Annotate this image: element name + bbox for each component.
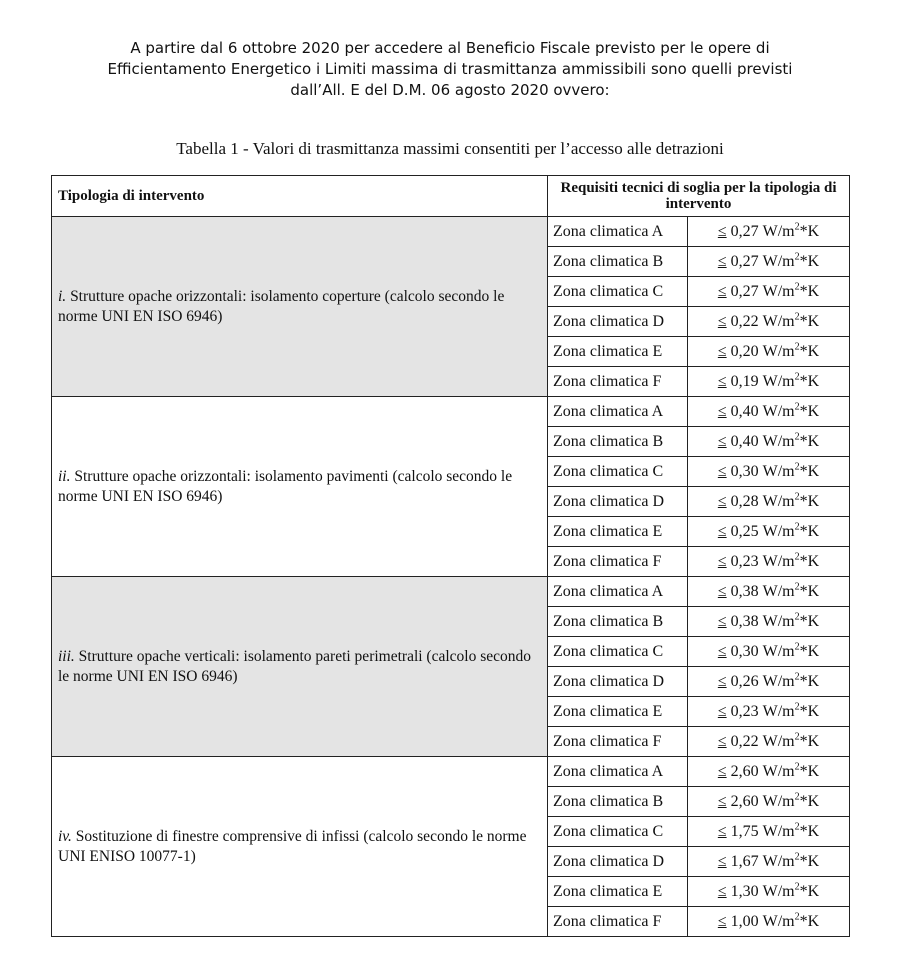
unit-prefix: W/m <box>762 462 795 480</box>
climate-zone-cell: Zona climatica E <box>548 877 688 907</box>
unit-prefix: W/m <box>762 312 795 330</box>
limit-value: 0,20 <box>730 342 759 360</box>
intervention-numeral: i. <box>58 287 67 305</box>
less-equal-symbol: ≤ <box>717 282 727 300</box>
climate-zone-cell: Zona climatica E <box>548 517 688 547</box>
limit-value: 0,22 <box>730 732 759 750</box>
limit-value: 0,38 <box>730 582 759 600</box>
unit-prefix: W/m <box>762 522 795 540</box>
unit-prefix: W/m <box>762 612 795 630</box>
table-header-row <box>52 176 850 217</box>
transmittance-limit-cell <box>688 487 850 517</box>
unit-exponent: 2 <box>794 671 800 683</box>
intervention-description: Strutture opache orizzontali: isolamento pavimenti (calcolo secondo le norme UNI EN ISO 6946) <box>58 467 513 505</box>
unit-prefix: W/m <box>762 432 795 450</box>
limit-value: 0,30 <box>730 642 759 660</box>
unit-exponent: 2 <box>794 401 800 413</box>
transmittance-table <box>51 175 850 937</box>
climate-zone-cell: Zona climatica B <box>548 247 688 277</box>
limit-value: 1,75 <box>730 822 759 840</box>
unit-exponent: 2 <box>794 281 800 293</box>
unit-suffix: *K <box>799 372 820 390</box>
unit-exponent: 2 <box>794 221 800 233</box>
table-row <box>52 577 850 607</box>
transmittance-limit-cell <box>688 817 850 847</box>
unit-exponent: 2 <box>794 911 800 923</box>
unit-suffix: *K <box>799 282 820 300</box>
limit-value: 0,23 <box>730 702 759 720</box>
climate-zone-cell: Zona climatica F <box>548 547 688 577</box>
transmittance-limit-cell <box>688 877 850 907</box>
less-equal-symbol: ≤ <box>717 882 727 900</box>
limit-value: 0,27 <box>730 252 759 270</box>
climate-zone-cell: Zona climatica A <box>548 757 688 787</box>
less-equal-symbol: ≤ <box>717 762 727 780</box>
unit-prefix: W/m <box>762 852 795 870</box>
intro-paragraph <box>20 38 880 101</box>
climate-zone-cell: Zona climatica E <box>548 337 688 367</box>
less-equal-symbol: ≤ <box>717 642 727 660</box>
unit-suffix: *K <box>799 762 820 780</box>
transmittance-limit-cell <box>688 517 850 547</box>
unit-prefix: W/m <box>762 912 795 930</box>
unit-prefix: W/m <box>762 762 795 780</box>
intervention-type-cell <box>52 757 548 937</box>
unit-suffix: *K <box>799 522 820 540</box>
unit-suffix: *K <box>799 342 820 360</box>
unit-prefix: W/m <box>762 702 795 720</box>
unit-exponent: 2 <box>794 791 800 803</box>
less-equal-symbol: ≤ <box>717 702 727 720</box>
less-equal-symbol: ≤ <box>717 792 727 810</box>
intervention-description: Strutture opache verticali: isolamento pareti perimetrali (calcolo secondo le norme UNI EN ISO 6946) <box>58 647 532 685</box>
climate-zone-cell: Zona climatica D <box>548 307 688 337</box>
transmittance-limit-cell <box>688 337 850 367</box>
intro-line: Efficientamento Energetico i Limiti massima di trasmittanza ammissibili sono quelli previsti <box>107 60 793 78</box>
unit-exponent: 2 <box>794 371 800 383</box>
unit-suffix: *K <box>799 912 820 930</box>
intro-line: dall’All. E del D.M. 06 agosto 2020 ovvero: <box>290 81 610 99</box>
transmittance-limit-cell <box>688 757 850 787</box>
unit-suffix: *K <box>799 792 820 810</box>
transmittance-limit-cell <box>688 847 850 877</box>
climate-zone-cell: Zona climatica A <box>548 217 688 247</box>
less-equal-symbol: ≤ <box>717 582 727 600</box>
unit-exponent: 2 <box>794 611 800 623</box>
less-equal-symbol: ≤ <box>717 522 727 540</box>
climate-zone-cell: Zona climatica F <box>548 907 688 937</box>
unit-prefix: W/m <box>762 732 795 750</box>
transmittance-limit-cell <box>688 307 850 337</box>
limit-value: 0,40 <box>730 402 759 420</box>
less-equal-symbol: ≤ <box>717 492 727 510</box>
intervention-numeral: iii. <box>58 647 75 665</box>
transmittance-limit-cell <box>688 697 850 727</box>
climate-zone-cell: Zona climatica D <box>548 487 688 517</box>
unit-exponent: 2 <box>794 731 800 743</box>
climate-zone-cell: Zona climatica C <box>548 277 688 307</box>
unit-exponent: 2 <box>794 761 800 773</box>
transmittance-limit-cell <box>688 397 850 427</box>
unit-prefix: W/m <box>762 402 795 420</box>
limit-value: 0,38 <box>730 612 759 630</box>
unit-suffix: *K <box>799 252 820 270</box>
limit-value: 0,27 <box>730 282 759 300</box>
transmittance-limit-cell <box>688 547 850 577</box>
table-row <box>52 217 850 247</box>
limit-value: 0,22 <box>730 312 759 330</box>
intervention-numeral: ii. <box>58 467 71 485</box>
table-row <box>52 757 850 787</box>
intervention-description: Strutture opache orizzontali: isolamento coperture (calcolo secondo le norme UNI EN ISO 6946) <box>58 287 505 325</box>
unit-suffix: *K <box>799 642 820 660</box>
limit-value: 2,60 <box>730 792 759 810</box>
header-type: Tipologia di intervento <box>52 176 548 217</box>
unit-exponent: 2 <box>794 311 800 323</box>
transmittance-limit-cell <box>688 217 850 247</box>
unit-exponent: 2 <box>794 851 800 863</box>
climate-zone-cell: Zona climatica C <box>548 637 688 667</box>
unit-suffix: *K <box>799 612 820 630</box>
unit-suffix: *K <box>799 462 820 480</box>
less-equal-symbol: ≤ <box>717 852 727 870</box>
intervention-numeral: iv. <box>58 827 72 845</box>
climate-zone-cell: Zona climatica C <box>548 457 688 487</box>
limit-value: 1,67 <box>730 852 759 870</box>
limit-value: 0,26 <box>730 672 759 690</box>
less-equal-symbol: ≤ <box>717 432 727 450</box>
transmittance-limit-cell <box>688 727 850 757</box>
less-equal-symbol: ≤ <box>717 732 727 750</box>
unit-exponent: 2 <box>794 521 800 533</box>
limit-value: 0,19 <box>730 372 759 390</box>
less-equal-symbol: ≤ <box>717 462 727 480</box>
limit-value: 0,40 <box>730 432 759 450</box>
unit-exponent: 2 <box>794 251 800 263</box>
intervention-type-cell <box>52 217 548 397</box>
unit-exponent: 2 <box>794 821 800 833</box>
intervention-type-cell <box>52 397 548 577</box>
limit-value: 0,30 <box>730 462 759 480</box>
unit-suffix: *K <box>799 672 820 690</box>
climate-zone-cell: Zona climatica A <box>548 397 688 427</box>
unit-suffix: *K <box>799 432 820 450</box>
unit-exponent: 2 <box>794 581 800 593</box>
climate-zone-cell: Zona climatica F <box>548 367 688 397</box>
unit-suffix: *K <box>799 312 820 330</box>
climate-zone-cell: Zona climatica E <box>548 697 688 727</box>
unit-suffix: *K <box>799 882 820 900</box>
unit-prefix: W/m <box>762 882 795 900</box>
less-equal-symbol: ≤ <box>717 252 727 270</box>
less-equal-symbol: ≤ <box>717 912 727 930</box>
unit-suffix: *K <box>799 492 820 510</box>
unit-exponent: 2 <box>794 881 800 893</box>
unit-suffix: *K <box>799 702 820 720</box>
unit-prefix: W/m <box>762 372 795 390</box>
unit-suffix: *K <box>799 822 820 840</box>
unit-prefix: W/m <box>762 222 795 240</box>
transmittance-limit-cell <box>688 427 850 457</box>
less-equal-symbol: ≤ <box>717 342 727 360</box>
climate-zone-cell: Zona climatica F <box>548 727 688 757</box>
transmittance-limit-cell <box>688 367 850 397</box>
unit-prefix: W/m <box>762 252 795 270</box>
less-equal-symbol: ≤ <box>717 612 727 630</box>
intro-line: A partire dal 6 ottobre 2020 per accedere al Beneficio Fiscale previsto per le opere di <box>130 39 770 57</box>
limit-value: 2,60 <box>730 762 759 780</box>
unit-prefix: W/m <box>762 822 795 840</box>
table-row <box>52 397 850 427</box>
transmittance-limit-cell <box>688 277 850 307</box>
transmittance-limit-cell <box>688 607 850 637</box>
unit-suffix: *K <box>799 852 820 870</box>
unit-prefix: W/m <box>762 642 795 660</box>
unit-prefix: W/m <box>762 492 795 510</box>
climate-zone-cell: Zona climatica A <box>548 577 688 607</box>
unit-prefix: W/m <box>762 342 795 360</box>
less-equal-symbol: ≤ <box>717 402 727 420</box>
transmittance-limit-cell <box>688 247 850 277</box>
intervention-description: Sostituzione di finestre comprensive di infissi (calcolo secondo le norme UNI ENISO 10077-1) <box>58 827 527 865</box>
unit-exponent: 2 <box>794 491 800 503</box>
unit-prefix: W/m <box>762 672 795 690</box>
transmittance-limit-cell <box>688 667 850 697</box>
transmittance-limit-cell <box>688 787 850 817</box>
less-equal-symbol: ≤ <box>717 822 727 840</box>
unit-suffix: *K <box>799 732 820 750</box>
limit-value: 0,25 <box>730 522 759 540</box>
less-equal-symbol: ≤ <box>717 372 727 390</box>
unit-prefix: W/m <box>762 792 795 810</box>
climate-zone-cell: Zona climatica B <box>548 787 688 817</box>
unit-exponent: 2 <box>794 461 800 473</box>
transmittance-limit-cell <box>688 907 850 937</box>
intervention-type-cell <box>52 577 548 757</box>
unit-prefix: W/m <box>762 552 795 570</box>
climate-zone-cell: Zona climatica B <box>548 427 688 457</box>
climate-zone-cell: Zona climatica C <box>548 817 688 847</box>
table-title: Tabella 1 - Valori di trasmittanza massimi consentiti per l’accesso alle detrazioni <box>176 139 724 158</box>
unit-exponent: 2 <box>794 641 800 653</box>
limit-value: 1,30 <box>730 882 759 900</box>
unit-suffix: *K <box>799 582 820 600</box>
climate-zone-cell: Zona climatica D <box>548 847 688 877</box>
less-equal-symbol: ≤ <box>717 552 727 570</box>
unit-exponent: 2 <box>794 551 800 563</box>
limit-value: 1,00 <box>730 912 759 930</box>
limit-value: 0,23 <box>730 552 759 570</box>
unit-exponent: 2 <box>794 341 800 353</box>
climate-zone-cell: Zona climatica B <box>548 607 688 637</box>
unit-prefix: W/m <box>762 282 795 300</box>
less-equal-symbol: ≤ <box>717 312 727 330</box>
unit-exponent: 2 <box>794 431 800 443</box>
transmittance-limit-cell <box>688 457 850 487</box>
less-equal-symbol: ≤ <box>717 672 727 690</box>
unit-suffix: *K <box>799 552 820 570</box>
climate-zone-cell: Zona climatica D <box>548 667 688 697</box>
unit-suffix: *K <box>799 222 820 240</box>
limit-value: 0,27 <box>730 222 759 240</box>
transmittance-limit-cell <box>688 577 850 607</box>
header-requirements: Requisiti tecnici di soglia per la tipologia di intervento <box>548 176 850 217</box>
limit-value: 0,28 <box>730 492 759 510</box>
less-equal-symbol: ≤ <box>717 222 727 240</box>
unit-prefix: W/m <box>762 582 795 600</box>
unit-exponent: 2 <box>794 701 800 713</box>
unit-suffix: *K <box>799 402 820 420</box>
transmittance-limit-cell <box>688 637 850 667</box>
